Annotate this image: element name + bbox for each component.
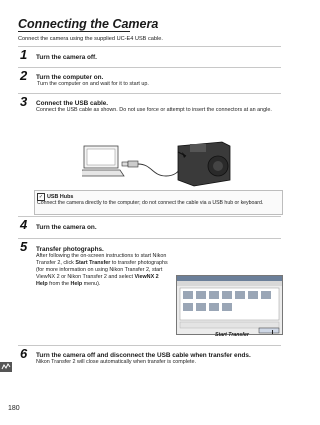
step-number-4: 4: [20, 217, 28, 232]
step-title-6: Turn the camera off and disconnect the USB cable when transfer ends.: [36, 352, 251, 359]
step-body-2: Turn the computer on and wait for it to start up.: [37, 81, 149, 87]
section-tab: [0, 362, 12, 372]
step-number-1: 1: [20, 47, 28, 62]
step5-text-a: After following the on-screen instructions to start Nikon Transfer 2, click: [36, 253, 167, 266]
step-body-5: [36, 253, 171, 288]
step-title-1: Turn the camera off.: [36, 54, 97, 61]
callout-line: [272, 330, 273, 334]
step5-help-menu: Help: [70, 281, 83, 287]
check-box-icon: ✓: [38, 194, 44, 200]
step-body-6: Nikon Transfer 2 will close automatically when transfer is complete.: [36, 359, 196, 365]
note-body: Connect the camera directly to the computer; do not connect the cable via a USB hub or keyboard.: [37, 200, 264, 206]
usb-connection-illustration: [82, 140, 232, 190]
step5-start-transfer: Start Transfer: [75, 260, 111, 266]
step5-text-b: to transfer photographs (for more information on using Nikon Transfer 2, start ViewNX 2 or Nikon Transfer 2 and select: [36, 260, 168, 280]
page-title: Connecting the Camera: [18, 17, 159, 31]
step-title-2: Turn the computer on.: [36, 74, 104, 81]
note-title: USB Hubs: [47, 194, 74, 200]
page-number: 180: [8, 405, 20, 412]
step5-text-c: from the: [47, 281, 71, 287]
divider: [18, 345, 281, 346]
divider: [18, 238, 281, 239]
connection-icon: [0, 362, 12, 372]
nikon-transfer-screenshot: [176, 275, 283, 335]
step-title-4: Turn the camera on.: [36, 224, 97, 231]
step5-text-d: menu).: [82, 281, 101, 287]
divider: [18, 67, 281, 68]
intro-text: Connect the camera using the supplied UC-E4 USB cable.: [18, 36, 163, 42]
divider: [18, 46, 281, 47]
step-title-3: Connect the USB cable.: [36, 100, 109, 107]
divider: [18, 93, 281, 94]
step-number-3: 3: [20, 94, 28, 109]
step-number-5: 5: [20, 239, 28, 254]
step-title-5: Transfer photographs.: [36, 246, 104, 253]
step5-viewnx-help: ViewNX 2 Help: [36, 274, 159, 287]
divider: [18, 216, 281, 217]
step-number-6: 6: [20, 346, 28, 361]
screenshot-caption: Start Transfer: [215, 332, 249, 338]
step-number-2: 2: [20, 68, 28, 83]
step-body-3: Connect the USB cable as shown. Do not use force or attempt to insert the connectors at an angle.: [36, 107, 272, 113]
usb-hubs-note: [34, 190, 283, 215]
